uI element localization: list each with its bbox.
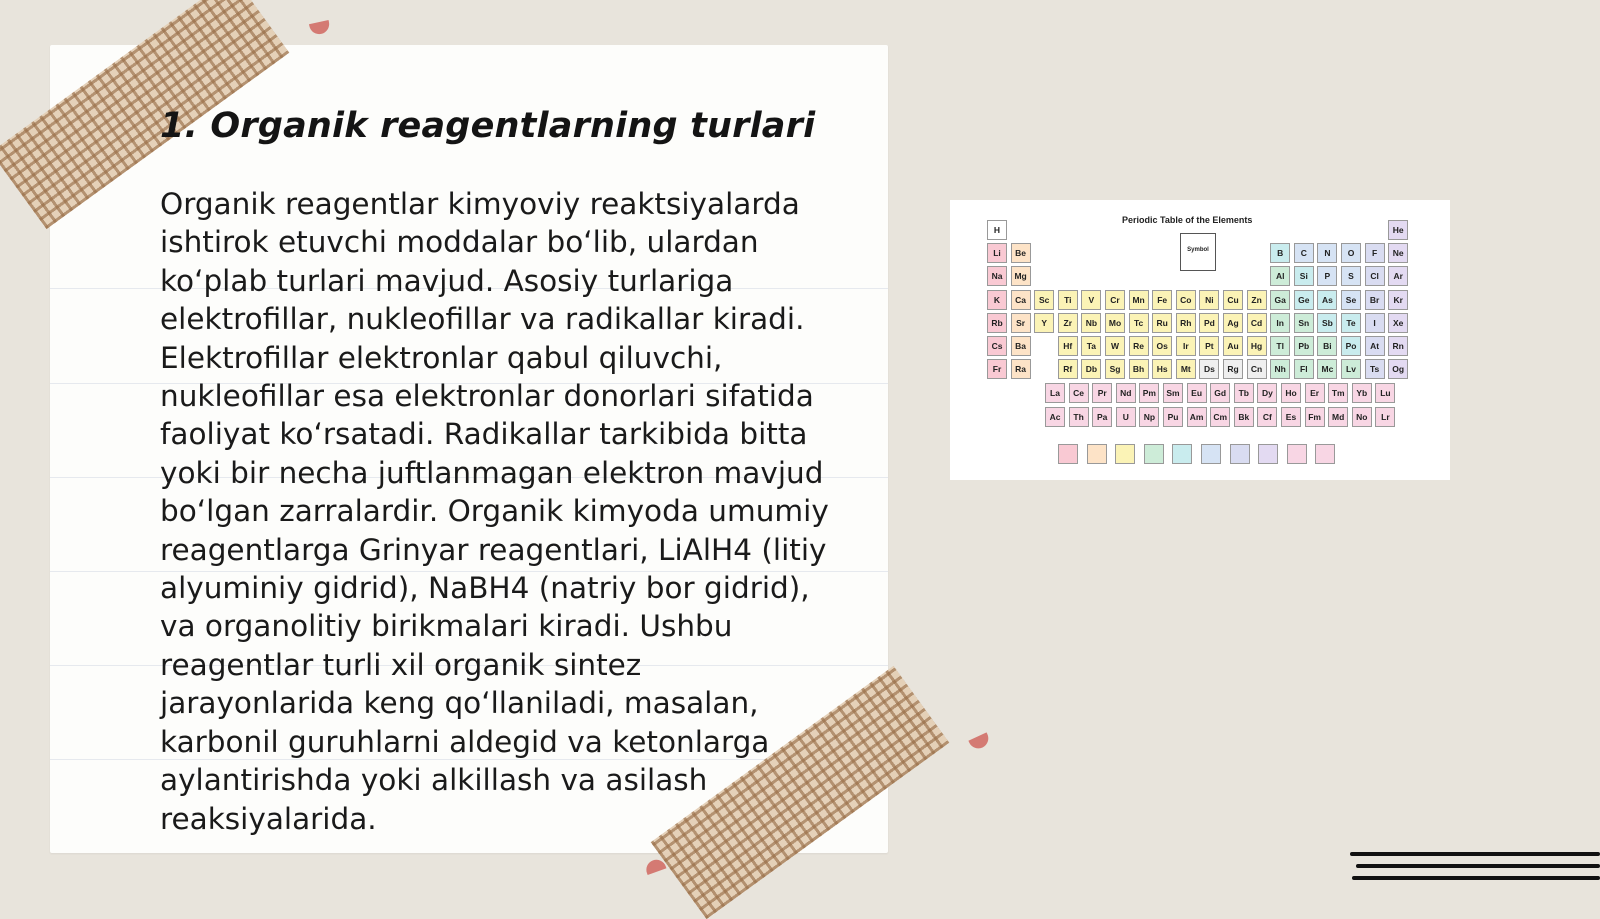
element-symbol: Fr bbox=[992, 364, 1002, 375]
body-text-line: reaksiyalarida. bbox=[160, 801, 377, 836]
element-cell bbox=[1011, 243, 1031, 263]
element-symbol: Os bbox=[1156, 341, 1168, 351]
element-symbol: Co bbox=[1180, 294, 1192, 305]
element-cell bbox=[1199, 313, 1219, 333]
element-cell bbox=[1234, 407, 1254, 427]
element-symbol: Se bbox=[1345, 294, 1357, 305]
element-cell bbox=[1305, 383, 1325, 403]
element-cell bbox=[1281, 383, 1301, 403]
element-cell bbox=[1341, 313, 1361, 333]
periodic-table-title: Periodic Table of the Elements bbox=[1122, 215, 1253, 225]
element-cell bbox=[1163, 407, 1183, 427]
element-symbol: Al bbox=[1275, 271, 1285, 282]
element-symbol: Ac bbox=[1049, 412, 1061, 422]
element-symbol: In bbox=[1276, 317, 1284, 328]
element-cell bbox=[1388, 243, 1408, 263]
element-cell bbox=[1034, 313, 1054, 333]
slide-title: 1. Organik reagentlarning turlari bbox=[160, 106, 816, 146]
element-cell bbox=[1247, 359, 1267, 379]
element-cell bbox=[1365, 243, 1385, 263]
element-cell bbox=[1341, 336, 1361, 356]
element-cell bbox=[1011, 359, 1031, 379]
element-symbol: H bbox=[993, 225, 1001, 235]
element-cell bbox=[1294, 290, 1314, 310]
legend-swatch bbox=[1230, 444, 1250, 464]
element-cell bbox=[1247, 290, 1267, 310]
element-cell bbox=[1199, 336, 1219, 356]
element-symbol: At bbox=[1370, 341, 1380, 351]
element-cell bbox=[1116, 407, 1136, 427]
element-symbol: Cr bbox=[1110, 294, 1120, 305]
body-text-line: va organolitiy birikmalari kiradi. Ushbu bbox=[160, 609, 733, 644]
element-symbol: Rb bbox=[991, 317, 1003, 328]
decorative-brush-strokes bbox=[1348, 848, 1600, 888]
element-symbol: Bk bbox=[1238, 412, 1250, 422]
element-cell bbox=[1152, 359, 1172, 379]
element-cell bbox=[1365, 359, 1385, 379]
element-cell bbox=[987, 336, 1007, 356]
element-cell bbox=[1341, 266, 1361, 286]
element-symbol: Xe bbox=[1392, 317, 1404, 328]
element-symbol: Th bbox=[1073, 412, 1084, 422]
element-symbol: Na bbox=[991, 271, 1003, 282]
element-cell bbox=[1223, 359, 1243, 379]
element-cell bbox=[1058, 359, 1078, 379]
element-symbol: N bbox=[1324, 248, 1331, 259]
element-symbol: Cs bbox=[991, 341, 1003, 351]
element-cell bbox=[987, 220, 1007, 240]
element-cell bbox=[1352, 383, 1372, 403]
element-cell bbox=[1317, 243, 1337, 263]
element-symbol: W bbox=[1110, 341, 1120, 351]
element-cell bbox=[1081, 313, 1101, 333]
element-cell bbox=[987, 266, 1007, 286]
element-symbol: Lr bbox=[1381, 412, 1390, 422]
element-cell bbox=[1375, 383, 1395, 403]
element-symbol: Pd bbox=[1203, 317, 1215, 328]
element-cell bbox=[1058, 313, 1078, 333]
periodic-table-key-symbol: Symbol bbox=[1187, 247, 1209, 253]
element-cell bbox=[1223, 336, 1243, 356]
element-cell bbox=[1317, 313, 1337, 333]
element-symbol: Rg bbox=[1227, 364, 1239, 375]
element-symbol: Am bbox=[1189, 412, 1204, 422]
element-symbol: Mt bbox=[1180, 364, 1191, 375]
element-symbol: Rn bbox=[1392, 341, 1404, 351]
element-symbol: Sm bbox=[1166, 388, 1180, 398]
element-symbol: Rf bbox=[1063, 364, 1073, 375]
element-cell bbox=[1270, 290, 1290, 310]
body-text-line: reagentlar turli xil organik sintez bbox=[160, 647, 642, 682]
element-cell bbox=[987, 243, 1007, 263]
legend-swatch bbox=[1287, 444, 1307, 464]
element-cell bbox=[1152, 290, 1172, 310]
element-cell bbox=[1294, 336, 1314, 356]
element-cell bbox=[1365, 266, 1385, 286]
element-cell bbox=[1069, 407, 1089, 427]
element-cell bbox=[1388, 220, 1408, 240]
element-symbol: Po bbox=[1345, 341, 1357, 351]
element-cell bbox=[1388, 359, 1408, 379]
element-symbol: Ba bbox=[1015, 341, 1027, 351]
element-cell bbox=[1388, 313, 1408, 333]
element-cell bbox=[1176, 290, 1196, 310]
element-cell bbox=[1270, 313, 1290, 333]
element-symbol: Mc bbox=[1321, 364, 1334, 375]
element-symbol: Ag bbox=[1227, 317, 1239, 328]
element-symbol: Sg bbox=[1109, 364, 1121, 375]
legend-swatch bbox=[1144, 444, 1164, 464]
element-symbol: Ge bbox=[1298, 294, 1310, 305]
body-text-line: yoki bir necha juftlanmagan elektron mavjud bbox=[160, 455, 824, 490]
element-cell bbox=[1163, 383, 1183, 403]
body-text-line: ishtirok etuvchi moddalar boʻlib, ulardan bbox=[160, 225, 759, 260]
element-symbol: Mo bbox=[1108, 317, 1122, 328]
legend-swatch bbox=[1087, 444, 1107, 464]
element-cell bbox=[1011, 313, 1031, 333]
element-symbol: Ds bbox=[1203, 364, 1215, 375]
element-symbol: B bbox=[1277, 248, 1284, 259]
element-cell bbox=[1199, 359, 1219, 379]
element-cell bbox=[1234, 383, 1254, 403]
element-cell bbox=[1176, 313, 1196, 333]
element-cell bbox=[1317, 290, 1337, 310]
element-symbol: Lu bbox=[1380, 388, 1391, 398]
element-cell bbox=[1210, 383, 1230, 403]
element-cell bbox=[1294, 313, 1314, 333]
element-symbol: Cu bbox=[1227, 294, 1239, 305]
element-symbol: Sn bbox=[1298, 317, 1310, 328]
element-cell bbox=[1116, 383, 1136, 403]
element-symbol: Pu bbox=[1167, 412, 1179, 422]
element-symbol: Au bbox=[1227, 341, 1239, 351]
element-symbol: Zn bbox=[1251, 294, 1262, 305]
element-symbol: Ce bbox=[1073, 388, 1085, 398]
element-symbol: U bbox=[1122, 412, 1129, 422]
element-cell bbox=[1247, 313, 1267, 333]
element-symbol: S bbox=[1348, 271, 1354, 282]
element-symbol: Er bbox=[1310, 388, 1320, 398]
body-text-line: nukleofillar esa elektronlar donorlari sifatida bbox=[160, 379, 814, 414]
element-symbol: No bbox=[1356, 412, 1368, 422]
element-cell bbox=[1328, 407, 1348, 427]
element-symbol: Gd bbox=[1214, 388, 1227, 398]
brush-stroke bbox=[1352, 876, 1600, 880]
element-cell bbox=[1129, 359, 1149, 379]
body-text-line: karbonil guruhlarni aldegid va ketonlarga bbox=[160, 724, 770, 759]
element-symbol: Bi bbox=[1323, 341, 1332, 351]
element-symbol: I bbox=[1373, 317, 1376, 328]
brush-stroke bbox=[1356, 864, 1600, 868]
element-cell bbox=[1270, 336, 1290, 356]
element-symbol: Fm bbox=[1308, 412, 1321, 422]
element-symbol: Sc bbox=[1038, 294, 1050, 305]
element-cell bbox=[1058, 336, 1078, 356]
element-symbol: Mn bbox=[1132, 294, 1145, 305]
element-cell bbox=[1341, 359, 1361, 379]
element-symbol: Pr bbox=[1097, 388, 1107, 398]
element-symbol: Li bbox=[993, 248, 1001, 259]
element-cell bbox=[1129, 290, 1149, 310]
element-cell bbox=[1388, 336, 1408, 356]
element-symbol: Ta bbox=[1086, 341, 1097, 351]
element-cell bbox=[1069, 383, 1089, 403]
element-symbol: As bbox=[1321, 294, 1333, 305]
body-text-line: koʻplab turlari mavjud. Asosiy turlariga bbox=[160, 263, 734, 298]
element-cell bbox=[1257, 407, 1277, 427]
element-symbol: Mg bbox=[1014, 271, 1027, 282]
element-cell bbox=[1328, 383, 1348, 403]
body-text-line: aylantirishda yoki alkillash va asilash bbox=[160, 763, 708, 798]
element-cell bbox=[1223, 290, 1243, 310]
body-text-line: reagentlarga Grinyar reagentlari, LiAlH4 (litiy bbox=[160, 532, 827, 567]
element-symbol: Hs bbox=[1156, 364, 1168, 375]
element-symbol: O bbox=[1347, 248, 1355, 259]
element-cell bbox=[1187, 383, 1207, 403]
element-cell bbox=[987, 359, 1007, 379]
element-cell bbox=[1388, 266, 1408, 286]
brush-stroke bbox=[1350, 852, 1600, 856]
pin-tab-right bbox=[968, 732, 991, 751]
element-cell bbox=[1341, 290, 1361, 310]
element-cell bbox=[1281, 407, 1301, 427]
element-symbol: Dy bbox=[1261, 388, 1273, 398]
element-cell bbox=[1092, 407, 1112, 427]
element-symbol: V bbox=[1088, 294, 1095, 305]
element-symbol: Yb bbox=[1356, 388, 1368, 398]
element-symbol: Ar bbox=[1393, 271, 1403, 282]
element-cell bbox=[1152, 313, 1172, 333]
element-cell bbox=[1352, 407, 1372, 427]
element-cell bbox=[1365, 290, 1385, 310]
legend-swatch bbox=[1315, 444, 1335, 464]
body-text bbox=[160, 185, 860, 838]
element-symbol: Rh bbox=[1180, 317, 1192, 328]
element-symbol: La bbox=[1050, 388, 1060, 398]
element-cell bbox=[1081, 336, 1101, 356]
element-cell bbox=[1129, 336, 1149, 356]
body-text-line: alyuminiy gidrid), NaBH4 (natriy bor gidrid), bbox=[160, 571, 810, 606]
element-symbol: Cf bbox=[1262, 412, 1272, 422]
element-cell bbox=[1270, 359, 1290, 379]
element-symbol: Cl bbox=[1370, 271, 1379, 282]
element-symbol: He bbox=[1392, 225, 1404, 235]
periodic-table-key bbox=[1180, 233, 1216, 271]
element-symbol: Nb bbox=[1085, 317, 1098, 328]
element-symbol: Ni bbox=[1205, 294, 1214, 305]
element-symbol: Ga bbox=[1274, 294, 1286, 305]
element-symbol: Fl bbox=[1300, 364, 1308, 375]
legend-swatch bbox=[1201, 444, 1221, 464]
element-symbol: Pm bbox=[1142, 388, 1156, 398]
element-symbol: Ru bbox=[1156, 317, 1168, 328]
element-cell bbox=[1388, 290, 1408, 310]
element-cell bbox=[1305, 407, 1325, 427]
element-cell bbox=[1317, 359, 1337, 379]
element-symbol: Eu bbox=[1191, 388, 1203, 398]
element-symbol: Cm bbox=[1213, 412, 1228, 422]
element-cell bbox=[1045, 407, 1065, 427]
element-cell bbox=[1294, 243, 1314, 263]
element-cell bbox=[1176, 359, 1196, 379]
element-symbol: Tc bbox=[1133, 317, 1144, 328]
element-symbol: Hg bbox=[1250, 341, 1263, 351]
element-cell bbox=[1081, 290, 1101, 310]
element-symbol: C bbox=[1300, 248, 1307, 259]
element-cell bbox=[1058, 290, 1078, 310]
element-symbol: Te bbox=[1346, 317, 1356, 328]
element-symbol: Md bbox=[1332, 412, 1345, 422]
element-cell bbox=[1081, 359, 1101, 379]
element-cell bbox=[1257, 383, 1277, 403]
element-cell bbox=[1294, 359, 1314, 379]
element-symbol: Si bbox=[1299, 271, 1308, 282]
element-symbol: K bbox=[993, 294, 1001, 305]
element-symbol: Ts bbox=[1369, 364, 1380, 375]
element-symbol: Zr bbox=[1063, 317, 1073, 328]
element-symbol: Es bbox=[1285, 412, 1297, 422]
element-symbol: Tl bbox=[1276, 341, 1284, 351]
element-cell bbox=[1294, 266, 1314, 286]
element-symbol: Bh bbox=[1132, 364, 1145, 375]
element-symbol: Tm bbox=[1331, 388, 1345, 398]
element-symbol: Lv bbox=[1346, 364, 1356, 375]
element-cell bbox=[1105, 290, 1125, 310]
pin-tab-top bbox=[309, 20, 331, 36]
element-cell bbox=[1199, 290, 1219, 310]
element-symbol: Ra bbox=[1015, 364, 1027, 375]
element-cell bbox=[1129, 313, 1149, 333]
body-text-line: boʻlgan zarralardir. Organik kimyoda umumiy bbox=[160, 494, 829, 529]
element-cell bbox=[1139, 407, 1159, 427]
element-symbol: Pa bbox=[1096, 412, 1108, 422]
element-symbol: Br bbox=[1369, 294, 1380, 305]
element-symbol: Y bbox=[1041, 317, 1048, 328]
element-symbol: Pt bbox=[1205, 341, 1214, 351]
element-symbol: Ne bbox=[1392, 248, 1404, 259]
element-symbol: Re bbox=[1133, 341, 1145, 351]
element-cell bbox=[1176, 336, 1196, 356]
element-cell bbox=[1105, 313, 1125, 333]
element-cell bbox=[1317, 336, 1337, 356]
element-cell bbox=[1105, 336, 1125, 356]
legend-swatch bbox=[1258, 444, 1278, 464]
legend-swatch bbox=[1172, 444, 1192, 464]
element-symbol: Pb bbox=[1298, 341, 1310, 351]
body-text-line: Elektrofillar elektronlar qabul qiluvchi, bbox=[160, 340, 723, 375]
element-symbol: Nh bbox=[1274, 364, 1286, 375]
element-symbol: Np bbox=[1143, 412, 1156, 422]
element-cell bbox=[1152, 336, 1172, 356]
element-symbol: Ti bbox=[1064, 294, 1072, 305]
element-symbol: Cn bbox=[1250, 364, 1263, 375]
element-symbol: Fe bbox=[1157, 294, 1168, 305]
body-text-line: elektrofillar, nukleofillar va radikallar kiradi. bbox=[160, 302, 805, 337]
element-cell bbox=[1247, 336, 1267, 356]
element-cell bbox=[1270, 243, 1290, 263]
element-cell bbox=[1341, 243, 1361, 263]
element-symbol: Nd bbox=[1120, 388, 1132, 398]
element-cell bbox=[987, 313, 1007, 333]
element-symbol: Tb bbox=[1238, 388, 1249, 398]
body-text-line: jarayonlarida keng qoʻllaniladi, masalan, bbox=[160, 686, 759, 721]
element-cell bbox=[1187, 407, 1207, 427]
periodic-table-image bbox=[950, 200, 1450, 480]
element-cell bbox=[1011, 266, 1031, 286]
element-cell bbox=[1223, 313, 1243, 333]
element-cell bbox=[1270, 266, 1290, 286]
element-cell bbox=[1365, 336, 1385, 356]
element-symbol: Ca bbox=[1015, 294, 1027, 305]
element-cell bbox=[1365, 313, 1385, 333]
element-symbol: Cd bbox=[1250, 317, 1263, 328]
element-symbol: Be bbox=[1015, 248, 1027, 259]
element-symbol: P bbox=[1324, 271, 1331, 282]
element-symbol: Hf bbox=[1063, 341, 1073, 351]
legend-swatch bbox=[1058, 444, 1078, 464]
element-cell bbox=[1139, 383, 1159, 403]
element-cell bbox=[1105, 359, 1125, 379]
element-cell bbox=[1375, 407, 1395, 427]
element-symbol: Og bbox=[1392, 364, 1405, 375]
element-cell bbox=[1210, 407, 1230, 427]
element-cell bbox=[987, 290, 1007, 310]
element-cell bbox=[1034, 290, 1054, 310]
element-cell bbox=[1045, 383, 1065, 403]
element-symbol: Kr bbox=[1393, 294, 1403, 305]
element-symbol: Sr bbox=[1016, 317, 1026, 328]
body-text-line: faoliyat koʻrsatadi. Radikallar tarkibida bitta bbox=[160, 417, 808, 452]
element-symbol: Ir bbox=[1182, 341, 1189, 351]
element-cell bbox=[1317, 266, 1337, 286]
element-symbol: Ho bbox=[1285, 388, 1297, 398]
element-cell bbox=[1092, 383, 1112, 403]
element-symbol: F bbox=[1371, 248, 1378, 259]
legend-swatch bbox=[1115, 444, 1135, 464]
element-symbol: Sb bbox=[1321, 317, 1333, 328]
body-text-line: Organik reagentlar kimyoviy reaktsiyalarda bbox=[160, 187, 800, 221]
element-symbol: Db bbox=[1085, 364, 1098, 375]
element-cell bbox=[1011, 336, 1031, 356]
element-cell bbox=[1011, 290, 1031, 310]
